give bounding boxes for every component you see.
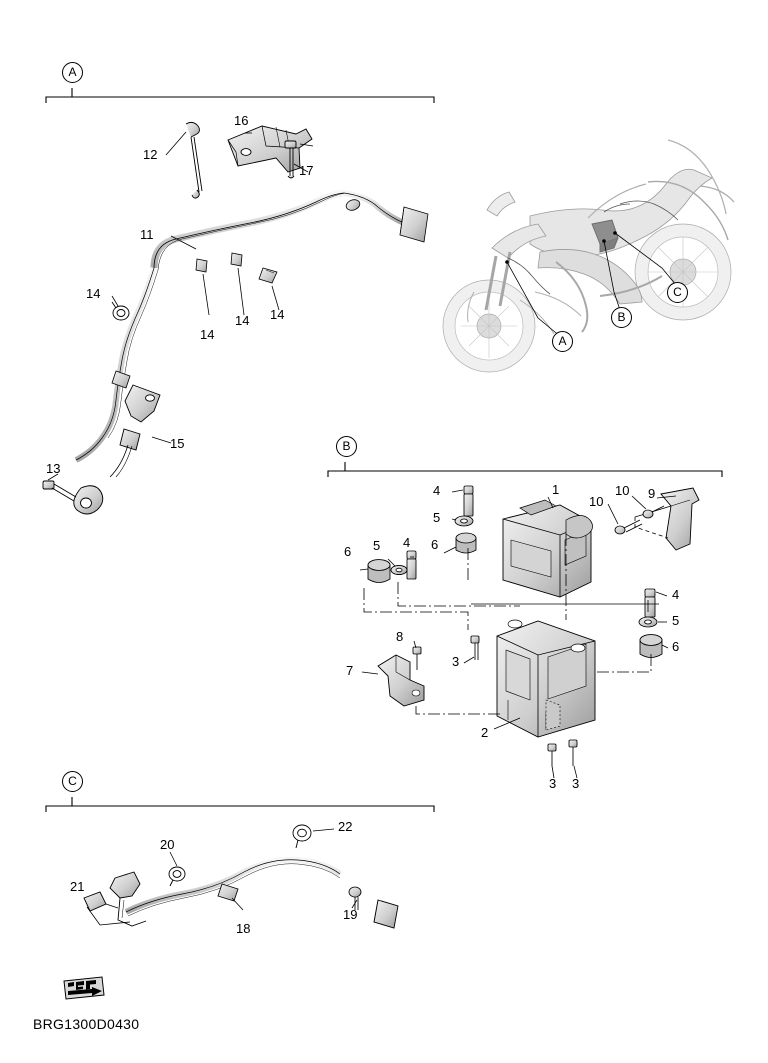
group-badge-b: B	[336, 436, 357, 457]
callout-a-14-mid2: 14	[235, 313, 250, 328]
callout-a-15: 15	[170, 436, 185, 451]
callout-a-11: 11	[140, 227, 154, 242]
callout-b-3-bottom2: 3	[572, 776, 580, 791]
group-a-bracket	[46, 88, 434, 103]
callout-a-17: 17	[299, 163, 314, 178]
part-number-label: BRG1300D0430	[33, 1016, 140, 1032]
callout-b-4-right: 4	[672, 587, 680, 602]
bike-callout-b: B	[611, 307, 632, 328]
callout-b-6-right: 6	[672, 639, 680, 654]
group-badge-c: C	[62, 771, 83, 792]
callout-b-5-left: 5	[373, 538, 381, 553]
bike-callout-c: C	[667, 282, 688, 303]
callout-c-20: 20	[160, 837, 175, 852]
callout-c-22: 22	[338, 819, 353, 834]
callout-b-10-a: 10	[589, 494, 604, 509]
callout-b-3-left: 3	[452, 654, 460, 669]
callout-c-18: 18	[236, 921, 251, 936]
motorcycle-illustration	[443, 140, 734, 372]
callout-b-4-top: 4	[433, 483, 441, 498]
callout-b-9: 9	[648, 486, 656, 501]
callout-b-10-b: 10	[615, 483, 630, 498]
callout-a-14-mid1: 14	[200, 327, 215, 342]
callout-b-1: 1	[552, 482, 560, 497]
callout-a-16: 16	[234, 113, 249, 128]
callout-b-8: 8	[396, 629, 404, 644]
callout-b-3-bottom1: 3	[549, 776, 557, 791]
callout-a-12: 12	[143, 147, 158, 162]
callout-c-19: 19	[343, 907, 358, 922]
callout-a-14-left: 14	[86, 286, 101, 301]
callout-b-5-right: 5	[672, 613, 680, 628]
callout-b-5-top: 5	[433, 510, 441, 525]
fwd-direction-mark	[62, 975, 106, 1001]
group-b-parts	[364, 483, 699, 766]
group-badge-a: A	[62, 62, 83, 83]
callout-b-4-left: 4	[403, 535, 411, 550]
callout-b-6-mid: 6	[431, 537, 439, 552]
group-b-bracket	[328, 462, 722, 477]
group-c-bracket	[46, 797, 434, 812]
bike-callout-a: A	[552, 331, 573, 352]
callout-a-13: 13	[46, 461, 61, 476]
callout-b-2: 2	[481, 725, 489, 740]
callout-c-21: 21	[70, 879, 85, 894]
callout-b-7: 7	[346, 663, 354, 678]
callout-a-14-mid3: 14	[270, 307, 285, 322]
callout-b-6-left: 6	[344, 544, 352, 559]
